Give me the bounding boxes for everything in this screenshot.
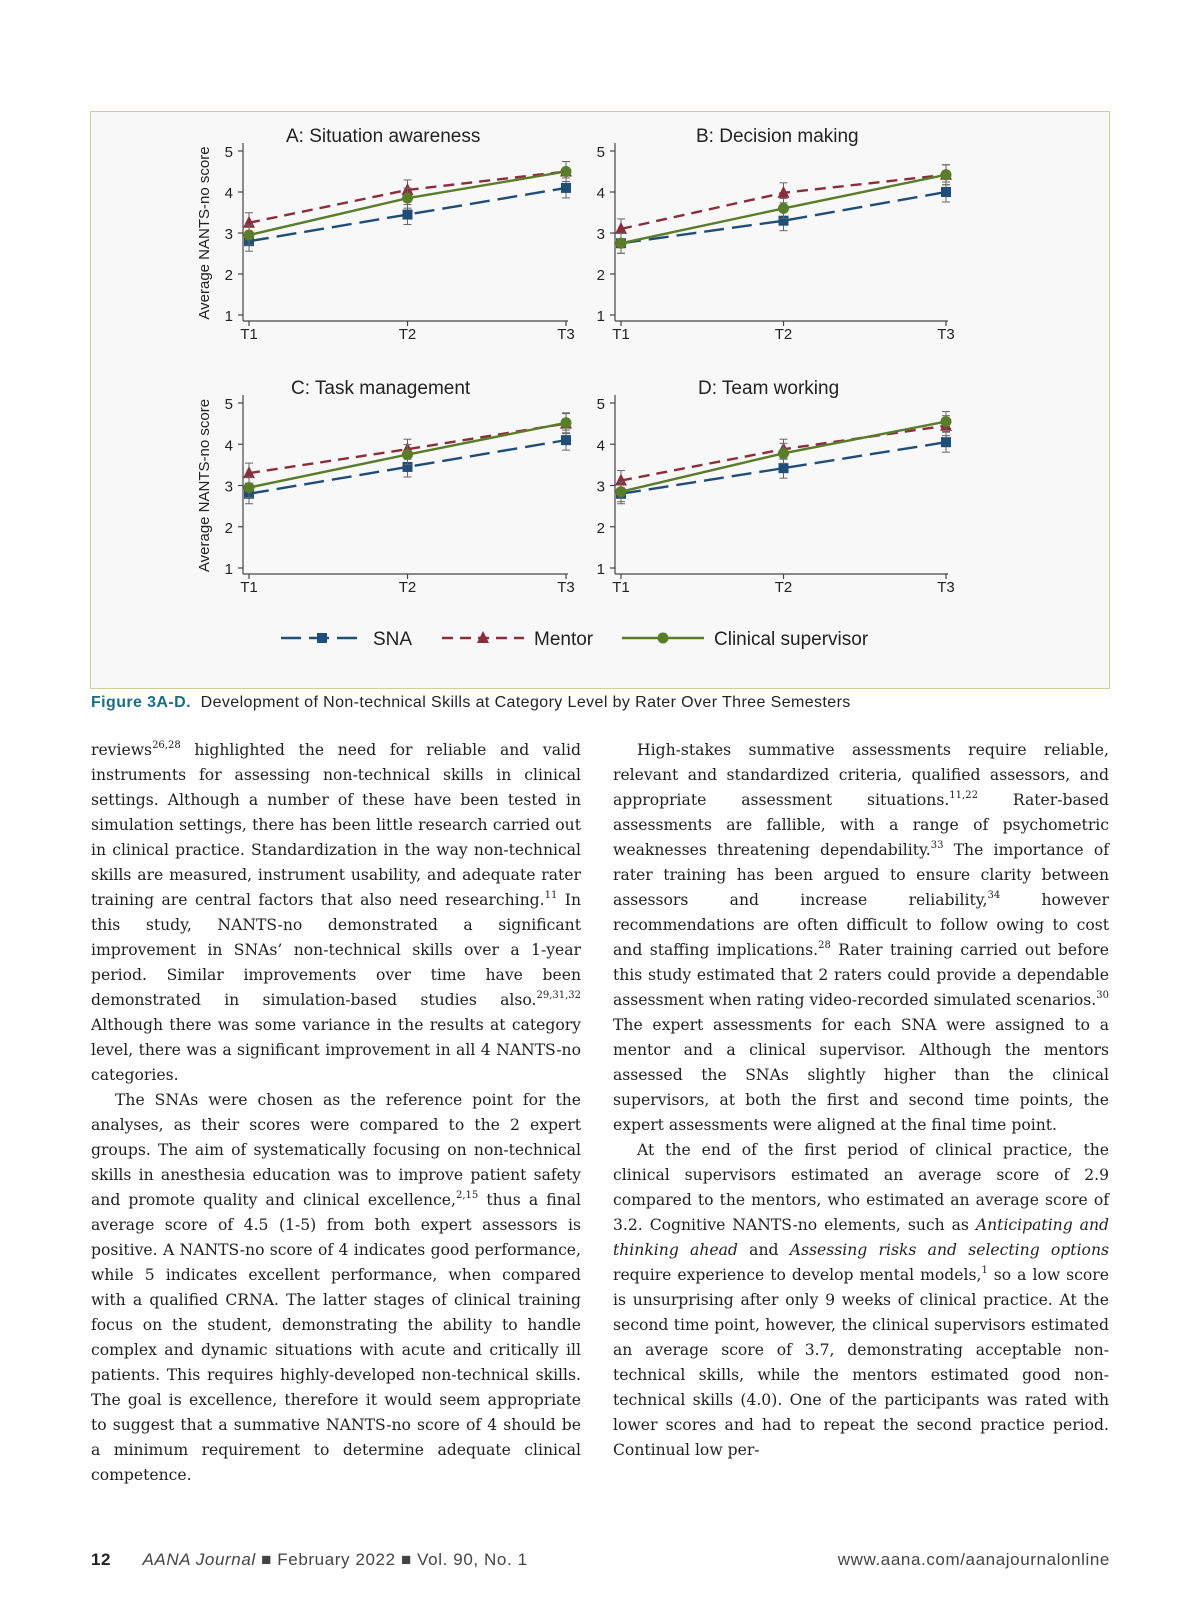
legend-label: Clinical supervisor xyxy=(714,629,869,650)
figure-caption-label: Figure 3A-D. xyxy=(91,694,191,711)
y-tick-label: 4 xyxy=(224,185,233,202)
x-tick-label: T1 xyxy=(612,326,630,343)
y-tick-label: 3 xyxy=(224,478,233,496)
data-point-sna xyxy=(561,435,571,445)
footer-url[interactable]: www.aana.com/aanajournalonline xyxy=(837,1550,1110,1569)
y-tick-label: 4 xyxy=(596,185,605,202)
legend-marker-clinical-supervisor xyxy=(658,633,669,644)
figure-caption-text: Development of Non-technical Skills at Category Level by Rater Over Three Semesters xyxy=(200,694,851,711)
page-number: 12 xyxy=(91,1550,112,1569)
data-point-clinical-supervisor xyxy=(402,449,413,460)
data-point-sna xyxy=(561,183,571,193)
chart-panel-1 xyxy=(196,126,575,343)
data-point-clinical-supervisor xyxy=(244,482,255,493)
x-tick-label: T2 xyxy=(398,579,417,596)
y-tick-label: 2 xyxy=(596,519,605,537)
data-point-clinical-supervisor xyxy=(561,417,572,428)
data-point-sna xyxy=(403,210,413,220)
paragraph: The SNAs were chosen as the reference point for the analyses, as their scores were compared to the 2 expert groups. The aim of systematically focusing on non-technical skills in anesthesia education was to improve patient safety and promote quality and clinical excellence,$^{2,15}$ thus a final average score of 4.5 (1-5) from both expert assessors is positive. A NANTS-no score of 4 indicates good performance, while 5 indicates excellent performance, when compared with a qualified CRNA. The latter stages of clinical training focus on the student, demonstrating the ability to handle complex and dynamic situations with acute and critically ill patients. This requires highly-developed non-technical skills. The goal is excellence, therefore it would seem appropriate to suggest that a summative NANTS-no score of 4 should be a minimum requirement to determine adequate clinical competence. xyxy=(91,1091,581,1484)
x-tick-label: T1 xyxy=(240,579,258,596)
chart-title: B: Decision making xyxy=(696,126,859,147)
data-point-clinical-supervisor xyxy=(778,448,789,459)
chart-title: A: Situation awareness xyxy=(286,126,481,147)
data-point-sna xyxy=(941,437,951,447)
paragraph: At the end of the first period of clinical practice, the clinical supervisors estimated an average score of 2.9 compared to the mentors, who estimated an average score of 3.2. Cognitive NANTS-no elements, such as Anticipating and thinking ahead and Assessing risks and selecting options require experience to develop mental models,$^1$ so a low score is unsurprising after only 9 weeks of clinical practice. At the second time point, however, the clinical supervisors estimated an average score of 3.7, demonstrating acceptable non-technical skills, while the mentors estimated good non-technical skills (4.0). One of the participants was rated with lower scores and had to repeat the second practice period. Continual low per- xyxy=(613,1141,1109,1459)
paragraph: reviews$^{26,28}$ highlighted the need for reliable and valid instruments for assessing non-technical skills in clinical settings. Although a number of these have been tested in simulation settings, there has been little research carried out in clinical practice. Standardization in the way non-technical skills are measured, instrument usability, and adequate rater training are central factors that also need researching.$^{11}$ In this study, NANTS-no demonstrated a significant improvement in SNAs’ non-technical skills over a 1-year period. Similar improvements over time have been demonstrated in simulation-based studies also.$^{29,31,32}$ Although there was some variance in the results at category level, there was a significant improvement in all 4 NANTS-no categories. xyxy=(91,740,581,1084)
data-point-clinical-supervisor xyxy=(402,193,413,204)
chart-panel-4 xyxy=(597,378,955,596)
x-tick-label: T2 xyxy=(774,326,793,343)
y-tick-label: 5 xyxy=(224,144,233,161)
body-column-right xyxy=(613,738,1109,1463)
y-tick-label: 3 xyxy=(596,226,605,243)
y-tick-label: 3 xyxy=(224,226,233,243)
y-tick-label: 1 xyxy=(224,308,233,325)
chart-title: D: Team working xyxy=(698,378,840,399)
y-tick-label: 1 xyxy=(596,308,605,325)
body-column-left xyxy=(91,738,581,1488)
footer-left xyxy=(91,1550,528,1570)
data-point-clinical-supervisor xyxy=(616,238,627,249)
y-tick-label: 5 xyxy=(596,396,605,413)
x-tick-label: T3 xyxy=(557,579,575,596)
chart-legend xyxy=(281,629,869,650)
y-tick-label: 4 xyxy=(596,437,605,455)
data-point-clinical-supervisor xyxy=(561,166,572,177)
legend-label: SNA xyxy=(373,629,413,650)
data-point-sna xyxy=(779,463,789,473)
data-point-clinical-supervisor xyxy=(244,230,255,241)
legend-label: Mentor xyxy=(534,629,594,650)
y-tick-label: 2 xyxy=(596,267,605,284)
paragraph: High-stakes summative assessments require reliable, relevant and standardized criteria, qualified assessors, and appropriate assessment situations.$^{11,22}$ Rater-based assessments are fallible, with a range of psychometric weaknesses threatening dependability.$^{33}$ The importance of rater training has been argued to ensure clarity between assessors and increase reliability,$^{34}$ however recommendations are often difficult to follow owing to cost and staffing implications.$^{28}$ Rater training carried out before this study estimated that 2 raters could provide a dependable assessment when rating video-recorded simulated scenarios.$^{30}$ The expert assessments for each SNA were assigned to a mentor and a clinical supervisor. Although the mentors assessed the SNAs slightly higher than the clinical supervisors, at both the first and second time points, the expert assessments were aligned at the final time point. xyxy=(613,741,1110,1134)
y-tick-label: 5 xyxy=(224,396,233,413)
data-point-clinical-supervisor xyxy=(941,169,952,180)
chart-panel-2 xyxy=(597,126,955,343)
y-tick-label: 1 xyxy=(596,561,605,578)
chart-title: C: Task management xyxy=(291,378,471,399)
y-axis-label: Average NANTS-no score xyxy=(196,146,213,320)
x-tick-label: T1 xyxy=(612,579,630,596)
data-point-clinical-supervisor xyxy=(616,486,627,497)
data-point-clinical-supervisor xyxy=(941,416,952,427)
x-tick-label: T3 xyxy=(557,326,575,343)
data-point-sna xyxy=(941,187,951,197)
y-tick-label: 2 xyxy=(224,519,233,537)
figure-3-chart xyxy=(91,112,1109,688)
legend-marker-sna xyxy=(317,633,327,643)
x-tick-label: T2 xyxy=(398,326,417,343)
figure-caption xyxy=(91,694,1111,712)
chart-panel-3 xyxy=(196,378,575,596)
x-tick-label: T1 xyxy=(240,326,258,343)
x-tick-label: T3 xyxy=(937,326,955,343)
y-tick-label: 3 xyxy=(596,478,605,496)
journal-name: AANA Journal xyxy=(142,1550,256,1569)
y-tick-label: 5 xyxy=(596,144,605,161)
figure-panel xyxy=(90,111,1110,689)
y-tick-label: 1 xyxy=(224,561,233,578)
y-tick-label: 4 xyxy=(224,437,233,455)
journal-issue: ■ February 2022 ■ Vol. 90, No. 1 xyxy=(261,1550,528,1569)
x-tick-label: T2 xyxy=(774,579,793,596)
y-axis-label: Average NANTS-no score xyxy=(196,398,213,573)
x-tick-label: T3 xyxy=(937,579,955,596)
data-point-clinical-supervisor xyxy=(778,203,789,214)
y-tick-label: 2 xyxy=(224,267,233,284)
